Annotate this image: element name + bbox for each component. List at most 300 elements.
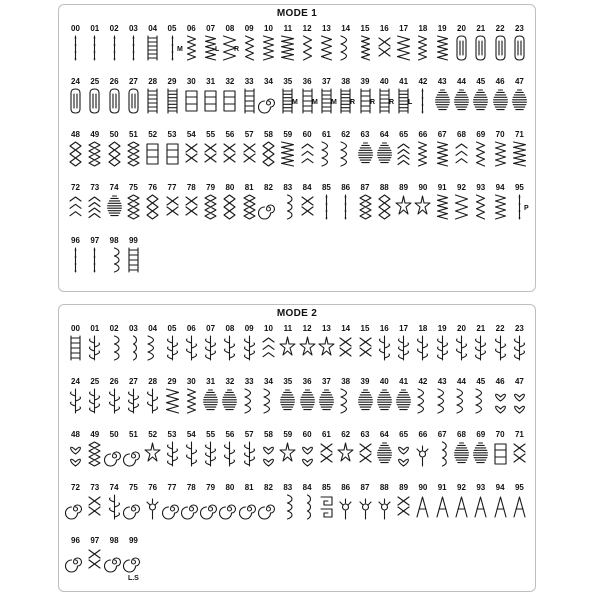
mode-2-stitch-56 [220,430,239,482]
mode-1-stitch-number: 23 [514,24,524,33]
mode-2-stitch-18 [413,324,432,376]
mode-2-stitch-78 [182,483,201,535]
mode-2-stitch-46 [491,377,510,429]
mode-1-stitch-88 [375,183,394,235]
mode-1-stitch-13 [317,24,336,76]
mode-1-stitch-pattern-icon [240,87,259,115]
mode-2-stitch-number: 70 [495,430,505,439]
mode-1-stitch-number: 29 [167,77,177,86]
mode-2-stitch-number: 19 [437,324,447,333]
mode-2-stitch-pattern-icon [356,493,375,521]
mode-2-stitch-97 [85,536,104,588]
mode-1-stitch-54 [182,130,201,182]
mode-2-stitch-34 [259,377,278,429]
mode-2-stitch-number: 95 [514,483,524,492]
mode-1-stitch-pattern-icon [220,87,239,115]
mode-2-stitch-95 [510,483,529,535]
mode-1-stitch-81 [240,183,259,235]
mode-1-stitch-90 [413,183,432,235]
mode-2-stitch-10 [259,324,278,376]
mode-2-stitch-number: 53 [167,430,177,439]
mode-1-stitch-00 [66,24,85,76]
mode-1-stitch-pattern-icon [201,34,220,62]
mode-1-stitch-95 [510,183,529,235]
mode-1-stitch-pattern-icon [356,87,375,115]
mode-2-stitch-pattern-icon [220,493,239,521]
mode-1-stitch-number: 59 [283,130,293,139]
mode-2-stitch-60 [298,430,317,482]
mode-1-stitch-82 [259,183,278,235]
mode-1-stitch-number: 16 [379,24,389,33]
mode-2-stitch-50 [105,430,124,482]
mode-1-stitch-86 [336,183,355,235]
mode-1-stitch-pattern-icon [259,87,278,115]
mode-1-stitch-39 [356,77,375,129]
mode-1-stitch-number: 12 [302,24,312,33]
mode-2-stitch-number: 42 [418,377,428,386]
mode-1-stitch-number: 81 [244,183,254,192]
mode-2-stitch-86 [336,483,355,535]
mode-2-stitch-pattern-icon [66,387,85,415]
mode-1-stitch-18 [413,24,432,76]
mode-1-stitch-69 [471,130,490,182]
mode-1-stitch-pattern-icon [298,193,317,221]
mode-2-stitch-number: 86 [341,483,351,492]
mode-1-stitch-pattern-icon [201,140,220,168]
mode-1-stitch-number: 65 [399,130,409,139]
mode-2-stitch-pattern-icon [163,334,182,362]
mode-2-stitch-number: 30 [186,377,196,386]
mode-2-stitch-pattern-icon [491,440,510,468]
mode-2-stitch-98 [105,536,124,588]
mode-2-stitch-number: 59 [283,430,293,439]
mode-2-stitch-pattern-icon [143,387,162,415]
mode-1-stitch-pattern-icon [336,34,355,62]
mode-1-stitch-pattern-icon [491,140,510,168]
mode-2-stitch-40 [375,377,394,429]
mode-1-stitch-number: 53 [167,130,177,139]
mode-2-stitch-43 [433,377,452,429]
mode-2-stitch-number: 76 [148,483,158,492]
mode-2-stitch-pattern-icon [394,387,413,415]
mode-1-stitch-pattern-icon [510,193,529,221]
mode-1-stitch-pattern-icon [85,246,104,274]
mode-2-stitch-57 [240,430,259,482]
mode-2-stitch-number: 22 [495,324,505,333]
mode-2-stitch-pattern-icon [124,334,143,362]
mode-2-stitch-number: 41 [399,377,409,386]
mode-2-stitch-number: 67 [437,430,447,439]
mode-2-stitch-number: 36 [302,377,312,386]
mode-2-stitch-08 [220,324,239,376]
mode-1-stitch-24 [66,77,85,129]
mode-1-stitch-pattern-icon [85,34,104,62]
mode-2-stitch-11 [278,324,297,376]
mode-1-stitch-number: 72 [71,183,80,192]
mode-2-stitch-85 [317,483,336,535]
mode-1-stitch-pattern-icon [182,140,201,168]
mode-2-stitch-number: 17 [399,324,409,333]
mode-2-stitch-49 [85,430,104,482]
mode-1-stitch-48 [66,130,85,182]
mode-2-stitch-number: 73 [90,483,100,492]
mode-1-stitch-05 [163,24,182,76]
mode-2-stitch-pattern-icon [85,546,104,574]
mode-2-stitch-15 [356,324,375,376]
mode-1-stitch-80 [220,183,239,235]
mode-2-stitch-pattern-icon [240,493,259,521]
mode-1-stitch-pattern-icon [433,87,452,115]
mode-2-stitch-number: 12 [302,324,312,333]
mode-2-stitch-number: 03 [128,324,138,333]
mode-2-stitch-25 [85,377,104,429]
mode-1-stitch-pattern-icon [85,140,104,168]
mode-1-stitch-38 [336,77,355,129]
mode-1-stitch-pattern-icon [298,87,317,115]
mode-1-stitch-letter: R [388,99,394,106]
mode-1-stitch-number: 00 [71,24,80,33]
mode-2-stitch-number: 69 [476,430,486,439]
mode-1-stitch-42 [413,77,432,129]
mode-1-stitch-pattern-icon [510,140,529,168]
mode-2-stitch-number: 57 [244,430,254,439]
mode-2-stitch-81 [240,483,259,535]
mode-1-stitch-16 [375,24,394,76]
mode-1-stitch-pattern-icon [278,140,297,168]
mode-2-stitch-number: 24 [71,377,80,386]
mode-1-stitch-09 [240,24,259,76]
mode-1-stitch-number: 89 [399,183,409,192]
mode-2-stitch-pattern-icon [375,334,394,362]
mode-2-stitch-pattern-icon [124,546,143,574]
mode-1-stitch-pattern-icon [510,87,529,115]
mode-1-stitch-61 [317,130,336,182]
mode-1-stitch-29 [163,77,182,129]
mode-1-stitch-pattern-icon [201,193,220,221]
mode-2-stitch-36 [298,377,317,429]
mode-1-stitch-number: 90 [418,183,428,192]
mode-2-stitch-number: 44 [457,377,466,386]
mode-2-stitch-pattern-icon [278,387,297,415]
mode-2-stitch-14 [336,324,355,376]
mode-1-stitch-pattern-icon [240,34,259,62]
mode-1-stitch-number: 02 [109,24,119,33]
mode-2-stitch-pattern-icon [413,440,432,468]
mode-1-stitch-number: 97 [90,236,100,245]
mode-2-stitch-number: 65 [399,430,409,439]
mode-2-stitch-47 [510,377,529,429]
mode-2-stitch-number: 80 [225,483,235,492]
mode-1-stitch-pattern-icon [124,34,143,62]
mode-1-stitch-59 [278,130,297,182]
mode-1-stitch-number: 95 [514,183,524,192]
mode-2-stitch-number: 29 [167,377,177,386]
mode-1-stitch-83 [278,183,297,235]
mode-1-stitch-pattern-icon [163,87,182,115]
mode-2-stitch-12 [298,324,317,376]
mode-1-stitch-pattern-icon [278,87,297,115]
mode-2-stitch-number: 37 [321,377,331,386]
mode-1-stitch-number: 47 [514,77,524,86]
mode-1-stitch-number: 11 [283,24,293,33]
mode-2-stitch-pattern-icon [336,334,355,362]
mode-1-stitch-41 [394,77,413,129]
mode-2-stitch-63 [356,430,375,482]
mode-1-stitch-number: 74 [109,183,119,192]
mode-1-stitch-33 [240,77,259,129]
mode-1-stitch-63 [356,130,375,182]
mode-1-stitch-number: 26 [109,77,119,86]
mode-2-stitch-pattern-icon [163,387,182,415]
mode-2-stitch-pattern-icon [201,440,220,468]
mode-2-stitch-number: 14 [341,324,351,333]
mode-2-stitch-pattern-icon [143,493,162,521]
mode-2-stitch-pattern-icon [66,334,85,362]
mode-1-stitch-pattern-icon [471,193,490,221]
mode-2-stitch-pattern-icon [278,334,297,362]
mode-1-stitch-96 [66,236,85,288]
mode-2-stitch-28 [143,377,162,429]
mode-2-stitch-number: 07 [206,324,216,333]
mode-2-stitch-29 [163,377,182,429]
mode-2-stitch-89 [394,483,413,535]
mode-1-stitch-number: 93 [476,183,486,192]
mode-1-stitch-45 [471,77,490,129]
mode-1-stitch-number: 82 [264,183,273,192]
mode-2-stitch-33 [240,377,259,429]
mode-1-stitch-pattern-icon [433,34,452,62]
mode-1-stitch-17 [394,24,413,76]
mode-1-stitch-pattern-icon [220,193,239,221]
mode-1-stitch-pattern-icon [298,34,317,62]
mode-1-stitch-26 [105,77,124,129]
mode-1-stitch-77 [163,183,182,235]
mode-1-stitch-pattern-icon [259,34,278,62]
mode-1-stitch-number: 46 [495,77,505,86]
mode-1-stitch-70 [491,130,510,182]
mode-2-stitch-pattern-icon [375,493,394,521]
mode-2-stitch-54 [182,430,201,482]
mode-1-stitch-number: 19 [437,24,447,33]
mode-1-stitch-pattern-icon [375,87,394,115]
mode-2-stitch-pattern-icon [317,387,336,415]
mode-1-stitch-number: 49 [90,130,100,139]
mode-1-stitch-number: 63 [360,130,370,139]
mode-1-stitch-94 [491,183,510,235]
mode-2-stitch-pattern-icon [143,440,162,468]
mode-2-stitch-65 [394,430,413,482]
mode-2-stitch-number: 51 [128,430,138,439]
mode-1-stitch-number: 38 [341,77,351,86]
mode-2-stitch-number: 49 [90,430,100,439]
mode-1-stitch-number: 36 [302,77,312,86]
mode-1-stitch-grid [66,24,530,288]
mode-1-stitch-91 [433,183,452,235]
mode-1-stitch-number: 25 [90,77,100,86]
mode-2-stitch-number: 10 [264,324,273,333]
mode-1-stitch-number: 43 [437,77,447,86]
mode-2-stitch-06 [182,324,201,376]
mode-2-stitch-number: 52 [148,430,158,439]
mode-2-stitch-80 [220,483,239,535]
mode-1-stitch-pattern-icon [433,193,452,221]
mode-1-stitch-67 [433,130,452,182]
mode-2-stitch-number: 06 [186,324,196,333]
mode-2-stitch-number: 40 [379,377,389,386]
mode-1-stitch-pattern-icon [317,193,336,221]
mode-1-stitch-52 [143,130,162,182]
mode-1-stitch-60 [298,130,317,182]
mode-1-panel [58,4,536,292]
mode-1-stitch-pattern-icon [394,34,413,62]
mode-1-stitch-pattern-icon [163,193,182,221]
mode-1-stitch-73 [85,183,104,235]
mode-2-stitch-04 [143,324,162,376]
mode-2-stitch-pattern-icon [510,387,529,415]
mode-1-stitch-pattern-icon [317,34,336,62]
mode-2-stitch-pattern-icon [201,493,220,521]
mode-2-stitch-number: 15 [360,324,370,333]
mode-1-stitch-number: 27 [128,77,138,86]
mode-2-stitch-number: 46 [495,377,505,386]
mode-1-stitch-36 [298,77,317,129]
mode-1-stitch-pattern-icon [163,34,182,62]
mode-2-stitch-number: 26 [109,377,119,386]
mode-2-stitch-number: 32 [225,377,235,386]
mode-1-stitch-79 [201,183,220,235]
mode-1-stitch-number: 86 [341,183,351,192]
mode-1-stitch-44 [452,77,471,129]
mode-1-stitch-pattern-icon [124,246,143,274]
mode-2-stitch-number: 33 [244,377,254,386]
mode-1-stitch-pattern-icon [413,87,432,115]
mode-2-stitch-pattern-icon [356,440,375,468]
mode-1-stitch-number: 22 [495,24,505,33]
mode-2-stitch-02 [105,324,124,376]
mode-1-stitch-72 [66,183,85,235]
mode-1-stitch-number: 13 [321,24,331,33]
mode-2-stitch-number: 78 [186,483,196,492]
mode-2-stitch-pattern-icon [356,387,375,415]
mode-2-stitch-pattern-icon [163,440,182,468]
mode-1-stitch-letter: M [292,99,299,106]
mode-1-stitch-number: 73 [90,183,100,192]
mode-2-stitch-number: 92 [457,483,466,492]
mode-1-stitch-pattern-icon [317,140,336,168]
mode-2-stitch-76 [143,483,162,535]
mode-1-stitch-number: 06 [186,24,196,33]
mode-1-stitch-number: 78 [186,183,196,192]
mode-1-stitch-03 [124,24,143,76]
mode-2-stitch-pattern-icon [85,334,104,362]
mode-2-stitch-68 [452,430,471,482]
mode-2-stitch-79 [201,483,220,535]
mode-1-stitch-65 [394,130,413,182]
mode-2-stitch-pattern-icon [471,493,490,521]
mode-1-stitch-pattern-icon [163,140,182,168]
mode-2-stitch-pattern-icon [66,546,85,574]
mode-1-stitch-number: 58 [264,130,273,139]
mode-2-stitch-pattern-icon [471,440,490,468]
mode-1-stitch-number: 51 [128,130,138,139]
mode-1-stitch-number: 31 [206,77,216,86]
mode-1-stitch-number: 01 [90,24,100,33]
mode-1-stitch-85 [317,183,336,235]
mode-1-stitch-number: 21 [476,24,486,33]
mode-1-stitch-number: 79 [206,183,216,192]
mode-2-stitch-number: 74 [109,483,119,492]
mode-2-stitch-pattern-icon [105,546,124,574]
mode-2-stitch-05 [163,324,182,376]
mode-2-stitch-number: 84 [302,483,312,492]
mode-2-stitch-number: 23 [514,324,524,333]
mode-2-panel [58,304,536,592]
mode-2-stitch-pattern-icon [105,387,124,415]
mode-1-stitch-pattern-icon [143,34,162,62]
mode-1-stitch-37 [317,77,336,129]
mode-1-stitch-letter: M [311,99,318,106]
mode-1-stitch-35 [278,77,297,129]
mode-2-stitch-number: 55 [206,430,216,439]
mode-2-stitch-number: 98 [109,536,119,545]
mode-2-stitch-pattern-icon [356,334,375,362]
mode-2-stitch-pattern-icon [201,387,220,415]
mode-2-stitch-number: 00 [71,324,80,333]
mode-1-stitch-14 [336,24,355,76]
mode-1-stitch-84 [298,183,317,235]
mode-1-stitch-68 [452,130,471,182]
mode-2-stitch-number: 21 [476,324,486,333]
mode-1-stitch-pattern-icon [66,246,85,274]
mode-2-stitch-16 [375,324,394,376]
mode-1-stitch-pattern-icon [336,87,355,115]
mode-2-stitch-number: 43 [437,377,447,386]
mode-1-stitch-number: 35 [283,77,293,86]
mode-2-stitch-number: 02 [109,324,119,333]
mode-2-stitch-number: 85 [321,483,331,492]
mode-1-stitch-number: 64 [379,130,389,139]
mode-2-stitch-pattern-icon [259,334,278,362]
mode-1-stitch-71 [510,130,529,182]
mode-1-stitch-pattern-icon [85,87,104,115]
mode-2-stitch-59 [278,430,297,482]
mode-2-stitch-number: 20 [457,324,466,333]
mode-1-stitch-number: 44 [457,77,466,86]
mode-1-stitch-number: 54 [186,130,196,139]
mode-2-stitch-pattern-icon [298,334,317,362]
mode-1-stitch-letter: R [234,46,240,53]
mode-1-stitch-number: 17 [399,24,409,33]
mode-1-stitch-51 [124,130,143,182]
mode-2-stitch-26 [105,377,124,429]
mode-1-stitch-letter: P [523,205,529,212]
mode-1-stitch-number: 48 [71,130,80,139]
mode-1-stitch-pattern-icon [66,140,85,168]
mode-1-stitch-number: 83 [283,183,293,192]
mode-1-stitch-40 [375,77,394,129]
mode-2-stitch-number: 61 [321,430,331,439]
mode-1-stitch-27 [124,77,143,129]
mode-1-stitch-number: 99 [128,236,138,245]
mode-2-stitch-pattern-icon [143,334,162,362]
mode-2-stitch-72 [66,483,85,535]
mode-2-title: MODE 2 [276,308,318,319]
mode-2-stitch-45 [471,377,490,429]
mode-1-title: MODE 1 [276,8,318,19]
mode-2-stitch-58 [259,430,278,482]
mode-1-stitch-12 [298,24,317,76]
mode-1-stitch-28 [143,77,162,129]
